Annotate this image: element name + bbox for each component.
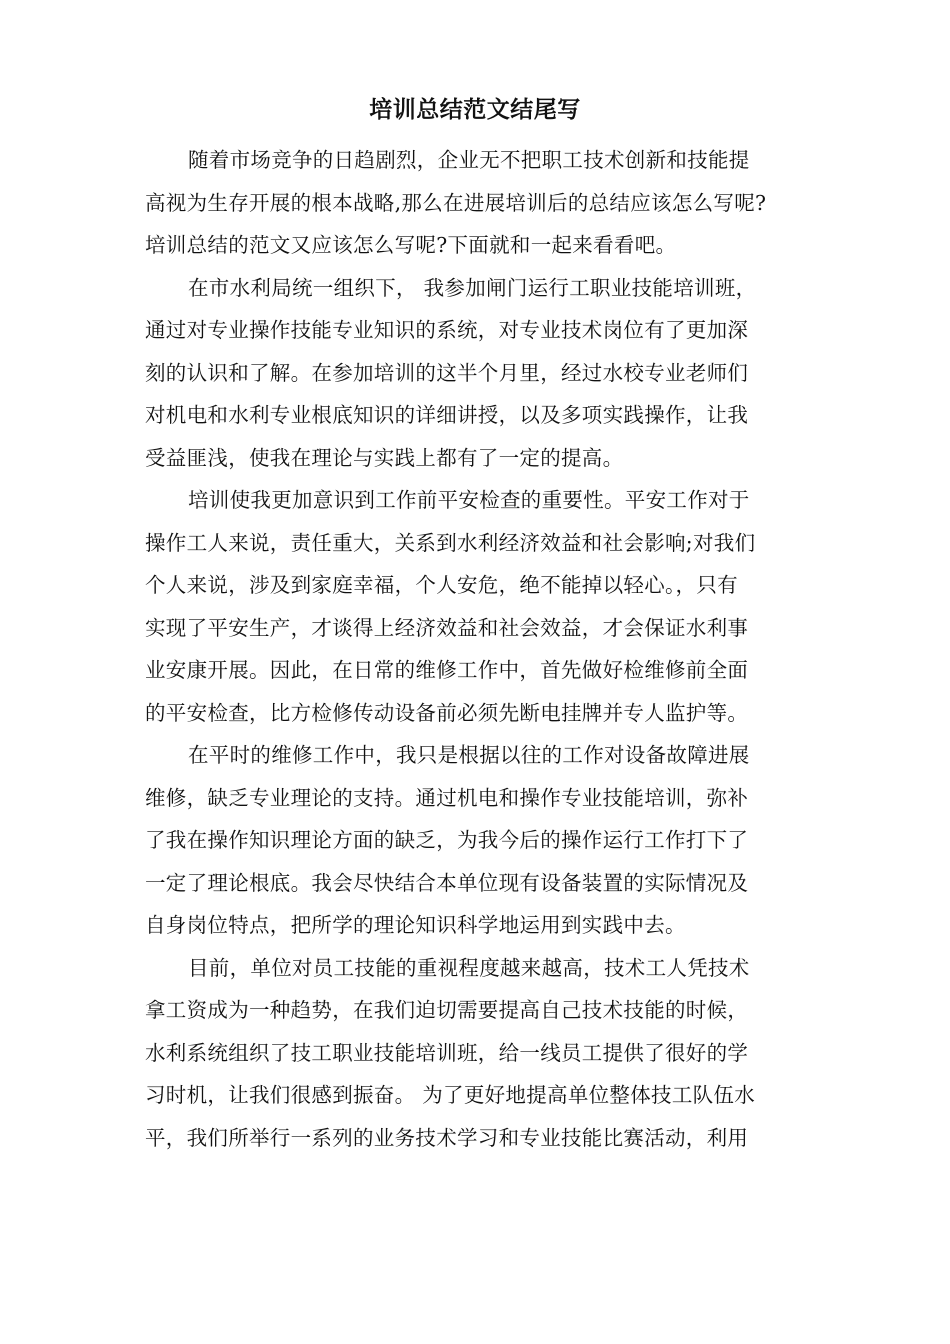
document-body — [145, 139, 825, 1159]
text-line: 维修，缺乏专业理论的支持。通过机电和操作专业技能培训，弥补 — [145, 785, 749, 810]
text-line: 随着市场竞争的日趋剧烈，企业无不把职工技术创新和技能提 — [188, 148, 750, 172]
text-line: 拿工资成为一种趋势，在我们迫切需要提高自己技术技能的时候， — [145, 998, 749, 1022]
text-line: 高视为生存开展的根本战略,那么在进展培训后的总结应该怎么写呢? — [145, 190, 767, 215]
text-line: 自身岗位特点，把所学的理论知识科学地运用到实践中去。 — [145, 913, 686, 937]
text-line: 目前，单位对员工技能的重视程度越来越高，技术工人凭技术 — [188, 955, 750, 980]
document-title: 培训总结范文结尾写 — [369, 96, 581, 123]
text-line: 水利系统组织了技工职业技能培训班，给一线员工提供了很好的学 — [145, 1040, 749, 1065]
text-line: 培训使我更加意识到工作前平安检查的重要性。平安工作对于 — [188, 488, 750, 512]
text-line: 刻的认识和了解。在参加培训的这半个月里，经过水校专业老师们 — [145, 360, 749, 385]
text-line: 一定了理论根底。我会尽快结合本单位现有设备装置的实际情况及 — [145, 870, 749, 895]
text-line: 在市水利局统一组织下， 我参加闸门运行工职业技能培训班， — [188, 275, 757, 300]
text-line: 个人来说，涉及到家庭幸福，个人安危，绝不能掉以轻心。，只有 — [145, 573, 738, 597]
text-line: 平，我们所举行一系列的业务技术学习和专业技能比赛活动，利用 — [145, 1125, 749, 1150]
text-line: 实现了平安生产，才谈得上经济效益和社会效益，才会保证水利事 — [145, 615, 749, 640]
text-line: 通过对专业操作技能专业知识的系统，对专业技术岗位有了更加深 — [145, 318, 749, 342]
text-line: 对机电和水利专业根底知识的详细讲授，以及多项实践操作，让我 — [145, 403, 749, 427]
text-line: 的平安检查，比方检修传动设备前必须先断电挂牌并专人监护等。 — [145, 700, 749, 725]
text-line: 了我在操作知识理论方面的缺乏，为我今后的操作运行工作打下了 — [145, 828, 749, 852]
text-line: 业安康开展。因此，在日常的维修工作中，首先做好检维修前全面 — [145, 658, 749, 682]
text-line: 在平时的维修工作中，我只是根据以往的工作对设备故障进展 — [188, 743, 750, 767]
text-line: 受益匪浅，使我在理论与实践上都有了一定的提高。 — [145, 445, 624, 470]
text-line: 习时机，让我们很感到振奋。 为了更好地提高单位整体技工队伍水 — [145, 1083, 756, 1107]
text-line: 培训总结的范文又应该怎么写呢?下面就和一起来看看吧。 — [145, 233, 677, 257]
text-line: 操作工人来说，责任重大，关系到水利经济效益和社会影响;对我们 — [145, 530, 756, 555]
